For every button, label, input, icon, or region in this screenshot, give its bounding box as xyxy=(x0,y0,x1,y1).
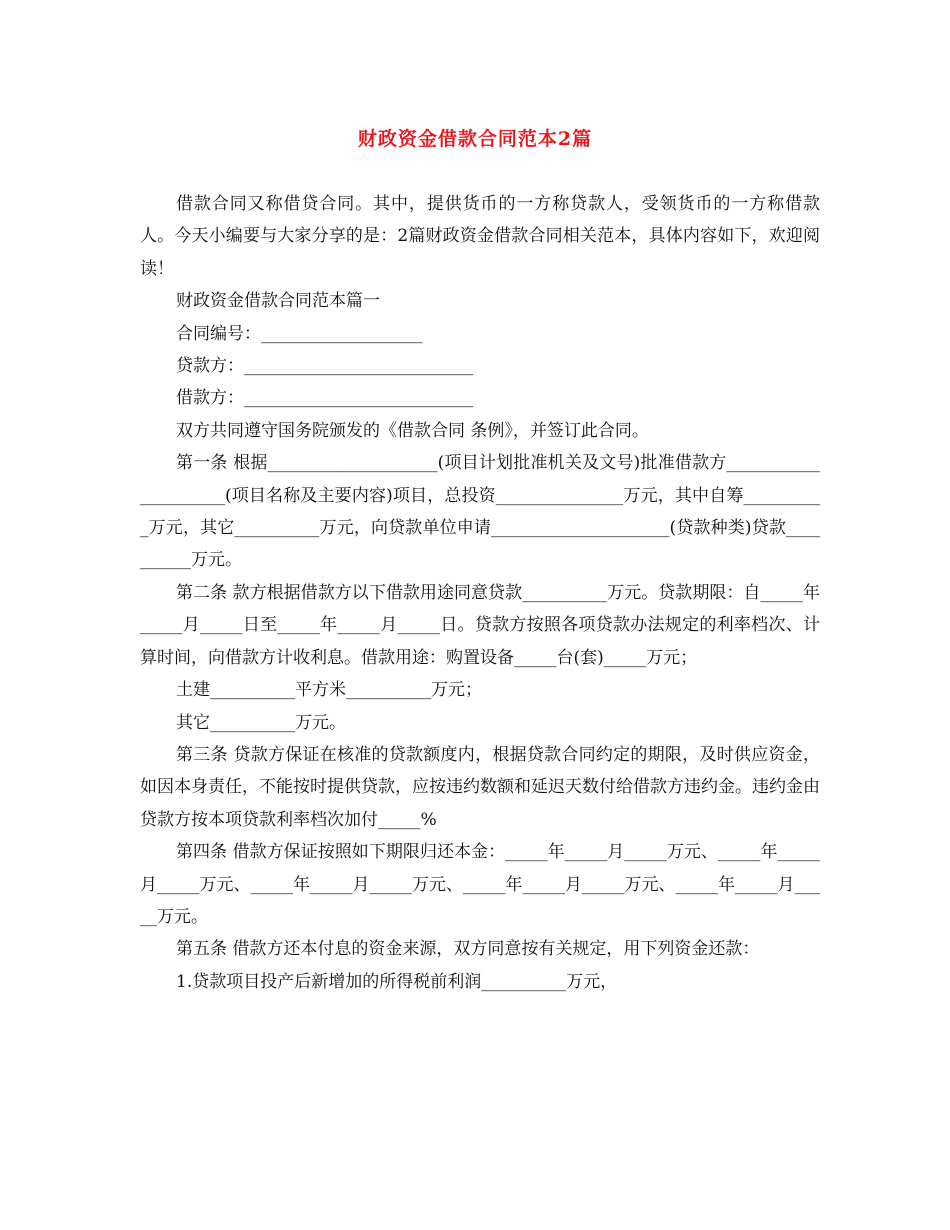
paragraph-article-3: 第三条 贷款方保证在核准的贷款额度内，根据贷款合同约定的期限，及时供应资金，如因本身责任，不能按时提供贷款，应按违约数额和延迟天数付给借款方违约金。违约金由贷款方按本项贷款利率档次加付_____% xyxy=(140,744,820,830)
paragraph-intro: 借款合同又称借贷合同。其中，提供货币的一方称贷款人，受领货币的一方称借款人。今天小编要与大家分享的是：2篇财政资金借款合同相关范本，具体内容如下，欢迎阅读！ xyxy=(140,194,820,279)
paragraph-article-4: 第四条 借款方保证按照如下期限归还本金：_____年_____月_____万元、_____年_____月_____万元、_____年_____月_____万元、_____年_____月_____万元、_____年_____月_____万元。 xyxy=(140,842,820,927)
paragraph-article-5: 第五条 借款方还本付息的资金来源，双方同意按有关规定，用下列资金还款： xyxy=(176,939,760,960)
document-title: 财政资金借款合同范本2篇 xyxy=(357,128,593,150)
paragraph-section-heading: 财政资金借款合同范本篇一 xyxy=(176,291,380,312)
paragraph-contract-number: 合同编号：___________________ xyxy=(176,323,423,344)
paragraph-civil-works: 土建__________平方米__________万元； xyxy=(176,680,482,701)
paragraph-borrower: 借款方：___________________________ xyxy=(176,388,474,409)
paragraph-article-2: 第二条 款方根据借款方以下借款用途同意贷款__________万元。贷款期限：自_____年_____月_____日至_____年_____月_____日。贷款方按照各项贷款办法规定的利率档次、计算时间，向借款方计收利息。借款用途：购置设备_____台(套)_____万元； xyxy=(140,582,820,668)
document-body xyxy=(140,188,820,998)
paragraph-item-1: 1.贷款项目投产后新增加的所得税前利润__________万元， xyxy=(176,971,618,992)
paragraph-article-1: 第一条 根据____________________(项目计划批准机关及文号)批准借款方_____________________(项目名称及主要内容)项目，总投资_______________万元，其中自筹__________万元，其它__________万元，向贷款单位申请_____________________(贷款种类)贷款__________万元。 xyxy=(140,453,820,571)
paragraph-other: 其它__________万元。 xyxy=(176,712,346,733)
paragraph-lender: 贷款方：___________________________ xyxy=(176,356,474,377)
paragraph-agreement: 双方共同遵守国务院颁发的《借款合同 条例》，并签订此合同。 xyxy=(176,420,649,441)
